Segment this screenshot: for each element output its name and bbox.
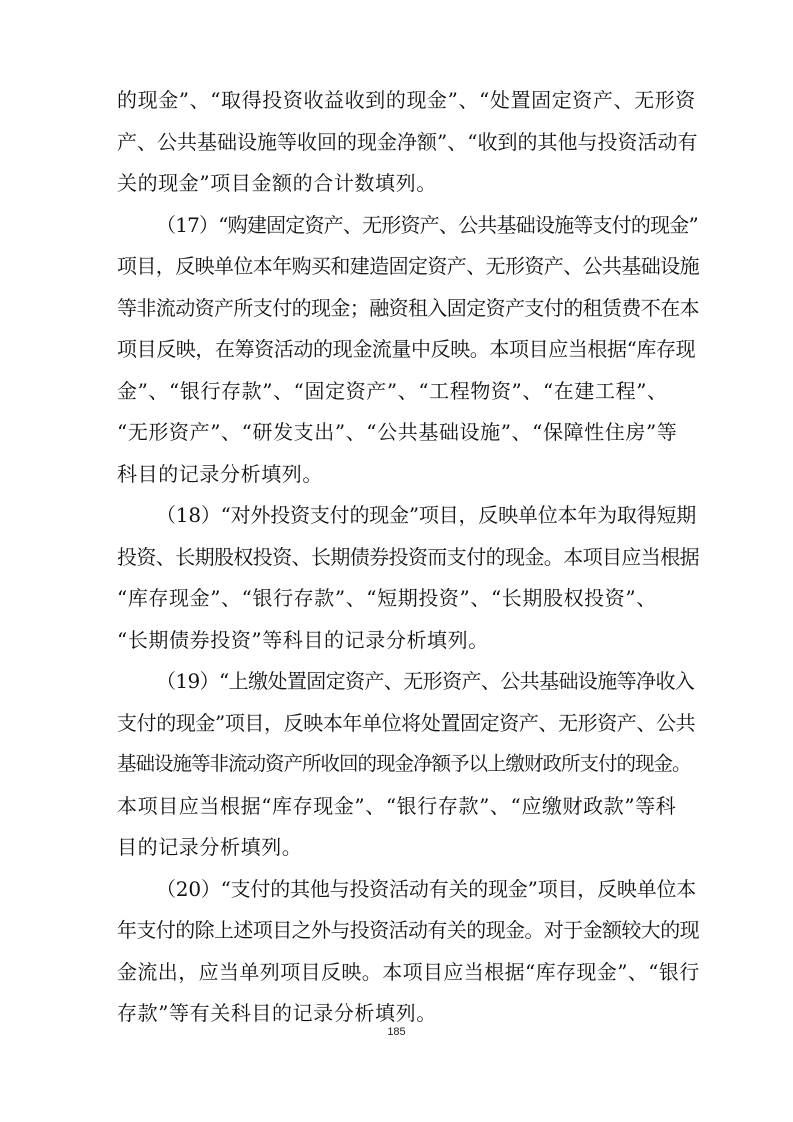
text-line: 关的现金”项目金额的合计数填列。: [117, 171, 437, 195]
text-line: 产、公共基础设施等收回的现金净额”、“收到的其他与投资活动有: [117, 130, 698, 154]
text-line: 等非流动资产所支付的现金；融资租入固定资产支付的租赁费不在本: [117, 296, 699, 320]
text-line: 存款”等有关科目的记录分析填列。: [117, 1001, 437, 1025]
paragraph-20-first-line: （20）“支付的其他与投资活动有关的现金”项目，反映单位本: [156, 877, 697, 901]
text-line: 科目的记录分析填列。: [117, 462, 323, 486]
text-line: 目的记录分析填列。: [117, 835, 303, 859]
text-line: 年支付的除上述项目之外与投资活动有关的现金。对于金额较大的现: [117, 918, 699, 942]
text-line: 项目反映，在筹资活动的现金流量中反映。本项目应当根据“库存现: [117, 337, 696, 361]
text-line: 金”、“银行存款”、“固定资产”、“工程物资”、“在建工程”、: [117, 379, 668, 403]
text-line: 项目，反映单位本年购买和建造固定资产、无形资产、公共基础设施: [117, 254, 699, 278]
paragraph-17-first-line: （17）“购建固定资产、无形资产、公共基础设施等支付的现金”: [156, 213, 698, 237]
text-line: “无形资产”、“研发支出”、“公共基础设施”、“保障性住房”等: [117, 420, 678, 444]
paragraph-18-first-line: （18）“对外投资支付的现金”项目，反映单位本年为取得短期: [156, 503, 697, 527]
text-line: 金流出，应当单列项目反映。本项目应当根据“库存现金”、“银行: [117, 960, 700, 984]
text-line: 支付的现金”项目，反映本年单位将处置固定资产、无形资产、公共: [117, 711, 696, 735]
text-line: 本项目应当根据“库存现金”、“银行存款”、“应缴财政款”等科: [117, 794, 677, 818]
text-line: 基础设施等非流动资产所收回的现金净额予以上缴财政所支付的现金。: [117, 752, 691, 775]
text-line: “长期债券投资”等科目的记录分析填列。: [117, 628, 489, 652]
paragraph-19-first-line: （19）“上缴处置固定资产、无形资产、公共基础设施等净收入: [156, 669, 695, 693]
text-line: 的现金”、“取得投资收益收到的现金”、“处置固定资产、无形资: [117, 88, 696, 112]
page-number: 185: [387, 1026, 406, 1038]
text-line: 投资、长期股权投资、长期债券投资而支付的现金。本项目应当根据: [117, 545, 699, 569]
text-line: “库存现金”、“银行存款”、“短期投资”、“长期股权投资”、: [117, 586, 657, 610]
